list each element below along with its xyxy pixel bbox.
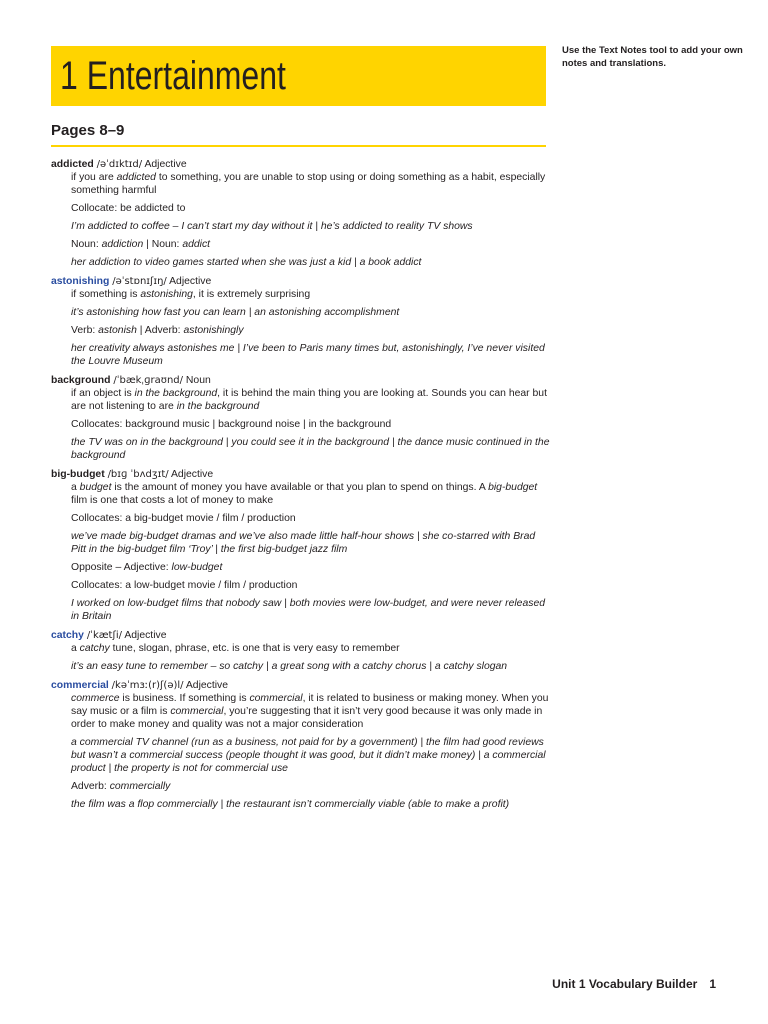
headword: catchy	[51, 630, 84, 641]
section-divider	[51, 145, 546, 147]
vocab-entry	[51, 275, 551, 368]
chapter-banner	[51, 46, 546, 106]
entry-headline	[51, 468, 551, 481]
pronunciation: /bɪɡ ˈbʌdʒɪt/	[107, 469, 169, 480]
page-footer	[552, 977, 716, 991]
definition: Adverb: commercially	[71, 781, 171, 792]
example-sentences: I worked on low-budget films that nobody saw | both movies were low-budget, and were never released in Britain	[71, 598, 545, 622]
part-of-speech: Adjective	[169, 276, 212, 287]
footer-label: Unit 1 Vocabulary Builder	[552, 977, 698, 991]
definition: if you are addicted to something, you are unable to stop using or doing something as a habit, especially something harmful	[71, 172, 546, 196]
example-sentences: her addiction to video games started when she was just a kid | a book addict	[71, 257, 422, 268]
example-sentences: the TV was on in the background | you could see it in the background | the dance music continued in the background	[71, 437, 550, 461]
example-sentences: her creativity always astonishes me | I’ve been to Paris many times but, astonishingly, I’ve never visited the Louvre Museum	[71, 343, 545, 367]
entry-body	[71, 171, 551, 269]
entry-body	[71, 481, 551, 623]
definition: a catchy tune, slogan, phrase, etc. is one that is very easy to remember	[71, 643, 400, 654]
entry-body	[71, 288, 551, 368]
entry-headline	[51, 629, 551, 642]
headword: background	[51, 375, 111, 386]
headword: commercial	[51, 680, 109, 691]
entry-headline	[51, 679, 551, 692]
vocab-entry	[51, 374, 551, 462]
example-sentences: the film was a flop commercially | the restaurant isn’t commercially viable (able to make a profit)	[71, 799, 510, 810]
definition: if something is astonishing, it is extremely surprising	[71, 289, 311, 300]
example-sentences: a commercial TV channel (run as a business, not paid for by a government) | the film had good reviews but wasn’t a commercial success (people thought it was good, but it didn’t make money) | a commercial product | the property is not for commercial use	[71, 737, 546, 774]
definition: commerce is business. If something is commercial, it is related to business or making money. When you say music or a film is commercial, you’re suggesting that it isn’t very good because it was only made in order to make money and quality was not a major consideration	[71, 693, 549, 730]
example-sentences: it’s an easy tune to remember – so catchy | a great song with a catchy chorus | a catchy slogan	[71, 661, 508, 672]
vocab-entry	[51, 468, 551, 623]
side-note: Use the Text Notes tool to add your own notes and translations.	[562, 45, 743, 69]
entry-body	[71, 692, 551, 811]
pronunciation: /əˈstɒnɪʃɪŋ/	[112, 276, 167, 287]
entry-headline	[51, 374, 551, 387]
example-sentences: I’m addicted to coffee – I can’t start my day without it | he’s addicted to reality TV shows	[71, 221, 473, 232]
definition: Noun: addiction | Noun: addict	[71, 239, 211, 250]
definition: if an object is in the background, it is behind the main thing you are looking at. Sounds you can hear but are not listening to are in the background	[71, 388, 547, 412]
definition: Collocate: be addicted to	[71, 203, 186, 214]
part-of-speech: Adjective	[124, 630, 167, 641]
page-number: 1	[709, 977, 716, 991]
definition: Collocates: a big-budget movie / film / production	[71, 513, 296, 524]
definition: Opposite – Adjective: low-budget	[71, 562, 223, 573]
pronunciation: /kəˈmɜː(r)ʃ(ə)l/	[111, 680, 184, 691]
definition: Collocates: background music | background noise | in the background	[71, 419, 392, 430]
definition: Verb: astonish | Adverb: astonishingly	[71, 325, 244, 336]
vocab-entry	[51, 629, 551, 673]
vocab-entry	[51, 158, 551, 269]
part-of-speech: Adjective	[171, 469, 214, 480]
pronunciation: /ˈbækˌɡraʊnd/	[113, 375, 184, 386]
pronunciation: /əˈdɪktɪd/	[96, 159, 143, 170]
headword: astonishing	[51, 276, 110, 287]
vocab-entry	[51, 679, 551, 811]
entry-body	[71, 642, 551, 673]
headword: big-budget	[51, 469, 105, 480]
entry-body	[71, 387, 551, 462]
entry-headline	[51, 275, 551, 288]
part-of-speech: Adjective	[144, 159, 187, 170]
example-sentences: we’ve made big-budget dramas and we’ve also made little half-hour shows | she co-starred with Brad Pitt in the big-budget film ‘Troy’ | the first big-budget jazz film	[71, 531, 536, 555]
vocabulary-entries	[51, 158, 551, 817]
entry-headline	[51, 158, 551, 171]
chapter-title: 1 Entertainment	[60, 54, 286, 98]
part-of-speech: Noun	[185, 375, 211, 386]
example-sentences: it’s astonishing how fast you can learn | an astonishing accomplishment	[71, 307, 400, 318]
definition: a budget is the amount of money you have available or that you plan to spend on things. A big-budget film is one that costs a lot of money to make	[71, 482, 538, 506]
section-heading: Pages 8–9	[51, 122, 125, 139]
part-of-speech: Adjective	[185, 680, 229, 691]
pronunciation: /ˈkætʃi/	[86, 630, 122, 641]
definition: Collocates: a low-budget movie / film / production	[71, 580, 298, 591]
headword: addicted	[51, 159, 94, 170]
